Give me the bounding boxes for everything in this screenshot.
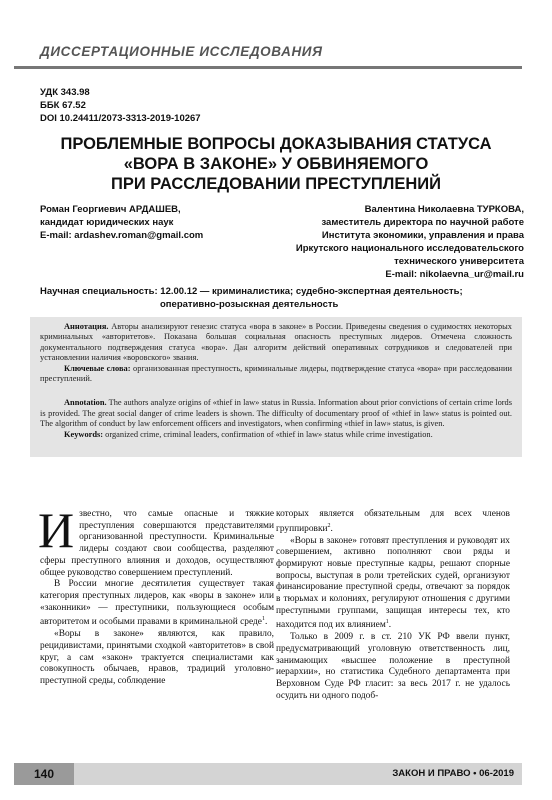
footnote-marker: 1 xyxy=(261,616,265,623)
author-2-affiliation-3: технического университета xyxy=(394,256,524,267)
title-line-2: «ВОРА В ЗАКОНЕ» У ОБВИНЯЕМОГО xyxy=(123,155,429,173)
body-paragraph xyxy=(40,629,274,688)
article-title xyxy=(40,134,512,194)
abstract-ru-label: Аннотация. xyxy=(64,322,109,331)
doi: DOI 10.24411/2073-3313-2019-10267 xyxy=(40,113,201,124)
abstract xyxy=(40,322,512,440)
author-2-affiliation-1: Института экономики, управления и права xyxy=(321,230,524,241)
body-paragraph xyxy=(40,579,274,629)
drop-cap: И xyxy=(38,502,75,558)
paragraph-end: . xyxy=(264,617,268,628)
body-column-right xyxy=(276,509,510,703)
author-2-email: E-mail: nikolaevna_ur@mail.ru xyxy=(385,269,524,280)
journal-name: ЗАКОН И ПРАВО • 06-2019 xyxy=(392,768,514,779)
title-line-1: ПРОБЛЕМНЫЕ ВОПРОСЫ ДОКАЗЫВАНИЯ СТАТУСА xyxy=(60,135,492,153)
author-2 xyxy=(296,203,524,281)
specialty-line-1: Научная специальность: 12.00.12 — криминалистика; судебно-экспертная деятельность; xyxy=(40,286,463,297)
article-meta xyxy=(40,86,201,125)
keywords-ru-label: Ключевые слова: xyxy=(64,363,131,373)
keywords-ru xyxy=(40,364,512,385)
paragraph-text: которых является обязательным для всех членов группировки xyxy=(276,509,510,534)
bbk-code: ББК 67.52 xyxy=(40,100,86,111)
paragraph-text: В России многие десятилетия существует такая категория преступных лидеров, как «воры в законе» или «законники» — преступники, пользующиеся особым авторитетом и особыми правами в криминальной среде xyxy=(40,579,274,628)
body-paragraph xyxy=(276,509,510,536)
author-2-name: Валентина Николаевна ТУРКОВА, xyxy=(364,204,524,215)
paragraph-text: Только в 2009 г. в ст. 210 УК РФ ввели пункт, предусматривающий уголовную ответственность лиц, занимающих «высшее положение в преступной иерархии», но статистика Судебного департамента при Верховном Суде РФ гласит: за весь 2017 г. не удалось осудить ни одного подоб- xyxy=(276,632,510,701)
paragraph-end: . xyxy=(330,523,333,534)
body-paragraph xyxy=(276,632,510,702)
paragraph-text: звестно, что самые опасные и тяжкие преступления совершаются представителями организованной преступности. Криминальные лидеры создают свои сообщества, разделяют сферы преступного влияния и доходов, осуществляют общее руководство совершением преступлений. xyxy=(40,509,274,578)
abstract-ru-text: Авторы анализируют генезис статуса «вора в законе» в России. Приведены сведения о судимостях некоторых криминальных «авторитетов». Показана большая социальная опасность преступных лидеров. Отмечена сложность документального подтверждения статуса «вора». Дан алгоритм действий оперативных сотрудников и следователей при установлении наличия «воровского» звания. xyxy=(40,322,512,363)
footnote-marker: 2 xyxy=(327,522,331,529)
scientific-specialty xyxy=(40,285,463,311)
page-number: 140 xyxy=(14,763,74,785)
abstract-ru xyxy=(40,322,512,364)
paragraph-text: «Воры в законе» готовят преступления и руководят их совершением, активно пополняют свои ряды и формируют новые преступные кадры, решают спорные вопросы, выступая в роли третейских судей, организуют финансирование преступной среды, отвечают за порядок в тюрьмах и колониях, регулируют отношения с другими преступными группами, защищая интересы тех, кто находится под их влиянием xyxy=(276,535,510,631)
author-2-position: заместитель директора по научной работе xyxy=(321,217,524,228)
body-column-left xyxy=(38,502,274,688)
header-rule xyxy=(14,66,522,69)
abstract-en xyxy=(40,398,512,429)
footnote-marker: 1 xyxy=(385,619,389,626)
body-paragraph xyxy=(38,502,274,579)
author-2-affiliation-2: Иркутского национального исследовательского xyxy=(295,243,524,254)
author-1-position: кандидат юридических наук xyxy=(40,217,174,228)
section-header: ДИССЕРТАЦИОННЫЕ ИССЛЕДОВАНИЯ xyxy=(40,44,323,59)
udc-code: УДК 343.98 xyxy=(40,87,90,98)
author-1-name: Роман Георгиевич АРДАШЕВ, xyxy=(40,204,181,215)
specialty-line-2: оперативно-розыскная деятельность xyxy=(160,299,339,310)
paragraph-text: «Воры в законе» являются, как правило, рецидивистами, принятыми сходкой «авторитетов» в свой круг, а сам «закон» трактуется специалистами как совокупность обычаев, нравов, традиций уголовно-преступной среды, соблюдение xyxy=(40,629,274,686)
keywords-en-text: organized crime, criminal leaders, confirmation of «thief in law» status while crime investigation. xyxy=(103,429,433,439)
keywords-ru-text: организованная преступность, криминальные лидеры, подтверждение статуса «вора» при расследовании преступлений. xyxy=(40,363,512,384)
body-paragraph xyxy=(276,536,510,633)
author-1 xyxy=(40,203,203,242)
keywords-en xyxy=(40,430,512,440)
abstract-en-text: The authors analyze origins of «thief in law» status in Russia. Information about prior convictions of certain crime lords is provided. The great social danger of crime leaders is shown. The difficulty of documentary proof of «thief in law» status is pointed out. The algorithm of conduct by law enforcement officers and investigators, when confirming «thief in law» status, is given. xyxy=(40,398,512,429)
author-1-email: E-mail: ardashev.roman@gmail.com xyxy=(40,230,204,241)
abstract-en-label: Annotation. xyxy=(64,398,107,408)
paragraph-end: . xyxy=(388,620,392,631)
keywords-en-label: Keywords: xyxy=(64,429,104,439)
title-line-3: ПРИ РАССЛЕДОВАНИИ ПРЕСТУПЛЕНИЙ xyxy=(111,175,441,193)
